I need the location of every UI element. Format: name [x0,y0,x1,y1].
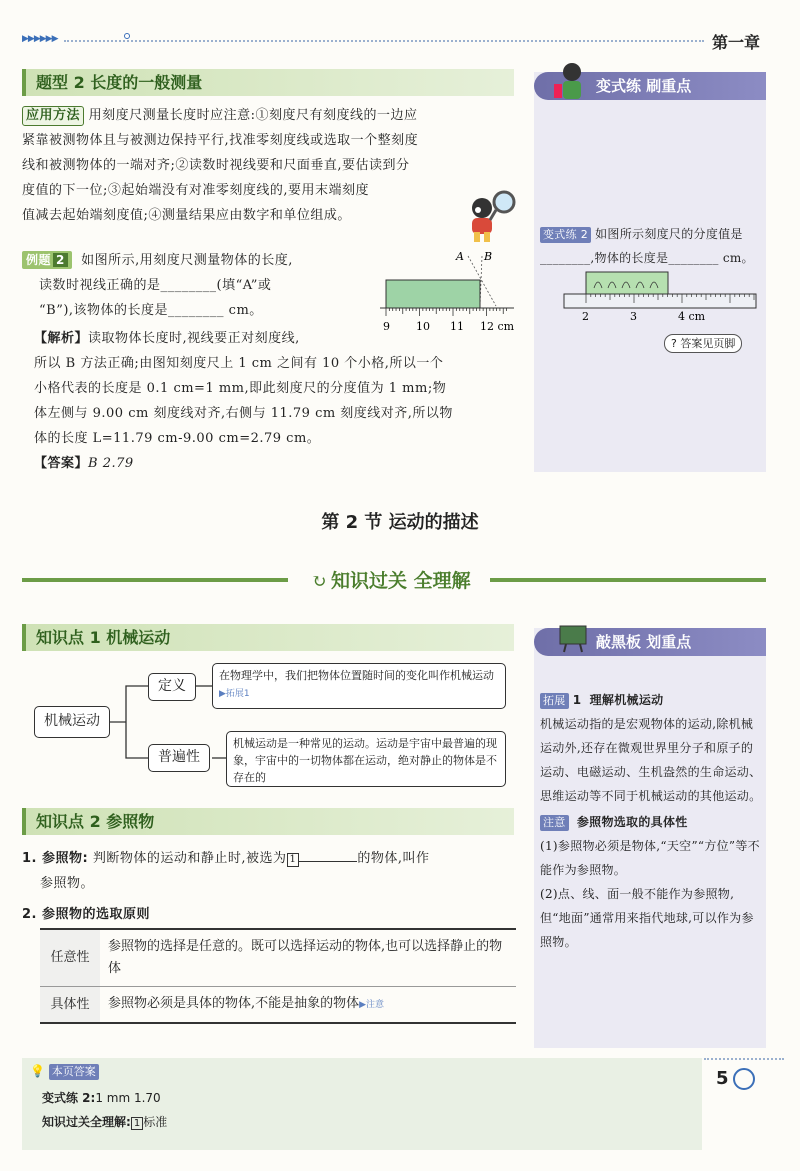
note-tag: 注意 [540,815,569,831]
example-block [22,248,372,323]
banner-line-right [490,578,766,582]
variant-line-2: ________,物体的长度是________ cm。 [540,251,754,265]
analysis-line-1: 读取物体长度时,视线要正对刻度线, [88,331,300,346]
example-line-3: “B”),该物体的长度是________ cm。 [39,303,263,318]
label-a: A [456,250,464,263]
reference-principles-table [40,928,516,1024]
answer-value: B 2.79 [88,456,134,471]
note-link[interactable]: ▶注意 [359,1000,385,1010]
table-row [40,929,516,987]
extend-title: 理解机械运动 [589,693,664,707]
page-arrow-icon [733,1068,755,1090]
topic2-title: 题型 2 长度的一般测量 [22,69,514,96]
var-tick-2: 2 [582,310,589,323]
student-icon [552,58,592,104]
mindmap-branch-universality: 普遍性 [148,744,210,772]
page-answers-content: 变式练 2:1 mm 1.70 知识过关全理解: 1 标准 [42,1091,168,1129]
note-2: (2)点、线、面一般不能作为参照物,但“地面”通常用来指代地球,可以作为参照物。 [540,887,754,949]
note-1: (1)参照物必须是物体,“天空”“方位”等不能作为参照物。 [540,839,760,877]
analysis-line-5: 体的长度 L=11.79 cm-9.00 cm=2.79 cm。 [34,431,321,446]
knowledge-banner: ↻ 知识过关 全理解 [311,570,471,592]
var-tick-4: 4 cm [678,310,706,323]
tick-12: 12 cm [480,320,515,333]
mindmap-branch-definition: 定义 [148,673,196,701]
answer-link[interactable]: ? 答案见页脚 [664,334,742,353]
blank-number: 1 [287,853,300,867]
method-line-5: 值减去起始端刻度值;④测量结果应由数字和单位组成。 [22,208,351,223]
analysis-block [34,326,518,476]
definition-box: 在物理学中，我们把物体位置随时间的变化叫作机械运动 ▶拓展1 [212,663,506,709]
analysis-line-4: 体左侧与 9.00 cm 刻度线对齐,右侧与 11.79 cm 刻度线对齐,所以物 [34,406,453,421]
section-title: 第 2 节 运动的描述 [321,512,479,533]
header-dot [124,33,130,39]
method-line-4: 度值的下一位;③起始端没有对准零刻度线的,要用末端刻度 [22,183,370,198]
footer-divider [704,1058,784,1060]
blackboard-content: 拓展 1 理解机械运动 机械运动指的是宏观物体的运动,除机械运动外,还存在微观世界里分子和原子的运动、电磁运动、生机盎然的生命运动、思维运动等不同于机械运动的其他运动。 注意 参照物选取的具体性 (1)参照物必须是物体,“天空”“方位”等不能作为参照物。 (2)点、线、面一般不能作为参照物,但“地面”通常用来指代地球,可以作为参照物。 [540,688,764,954]
swirl-icon: ↻ [311,571,327,592]
banner-line-left [22,578,288,582]
extend-text: 机械运动指的是宏观物体的运动,除机械运动外,还存在微观世界里分子和原子的运动、电磁运动、生机盎然的生命运动、思维运动等不同于机械运动的其他运动。 [540,717,762,803]
universality-box: 机械运动是一种常见的运动。运动是宇宙中最普遍的现象，宇宙中的一切物体都在运动，绝对静止的物体是不存在的 [226,731,506,787]
var-tick-3: 3 [630,310,637,323]
extend-tag: 拓展 [540,693,569,709]
blackboard-icon [556,618,592,654]
row-value: 参照物的选择是任意的。既可以选择运动的物体,也可以选择静止的物体 [108,939,503,976]
variant-ruler-figure [562,270,758,324]
mindmap-root: 机械运动 [34,706,110,738]
question-icon: ? [671,337,677,350]
bulb-icon: 💡 [30,1064,45,1078]
method-paragraph [22,103,514,228]
ruler-figure [378,244,518,336]
tick-9: 9 [383,320,390,333]
analysis-tag: 【解析】 [34,331,89,346]
example-line-2: 读数时视线正确的是________(填“A”或 [39,278,272,293]
row-value: 参照物必须是具体的物体,不能是抽象的物体▶注意 [108,996,385,1011]
row-key: 具体性 [40,987,100,1024]
row-key: 任意性 [40,929,100,987]
method-line-2: 紧靠被测物体且与被测边保持平行,找准零刻度线或选取一个整刻度 [22,133,419,148]
table-row [40,987,516,1024]
method-tag: 应用方法 [22,106,84,126]
example-line-1: 如图所示,用刻度尺测量物体的长度, [81,253,293,268]
variant-practice-text [540,222,764,270]
variant-practice-title: 变式练 刷重点 [534,72,766,100]
page-number: 5 [716,1068,755,1090]
answer-blank[interactable] [299,861,357,862]
analysis-line-2: 所以 B 方法正确;由图知刻度尺上 1 cm 之间有 10 个小格,所以一个 [34,356,444,371]
method-line-1: 用刻度尺测量长度时应注意:①刻度尺有刻度线的一边应 [88,108,418,123]
note-title: 参照物选取的具体性 [576,815,688,829]
page-answers-tag: 💡 本页答案 [30,1064,99,1080]
tick-10: 10 [416,320,430,333]
extend-link-1[interactable]: ▶拓展1 [219,689,250,699]
analysis-line-3: 小格代表的长度是 0.1 cm=1 mm,即此刻度尺的分度值为 1 mm;物 [34,381,447,396]
item2-label: 2. 参照物的选取原则 [22,907,151,922]
header-arrows: ▶▶▶▶▶▶ [22,34,58,44]
cartoon-illustration [462,186,518,244]
reference-definition: 1. 参照物: 判断物体的运动和静止时,被选为 1 的物体,叫作 参照物。 2. 参照物的选取原则 [22,846,516,927]
kp2-title: 知识点 2 参照物 [22,808,514,835]
variant-line-1: 如图所示刻度尺的分度值是 [595,227,743,241]
answer-tag: 【答案】 [34,456,89,471]
example-tag: 例题 2 [22,251,72,269]
kp1-title: 知识点 1 机械运动 [22,624,514,651]
chapter-title: 第一章 [712,33,761,52]
blackboard-title: 敲黑板 划重点 [534,628,766,656]
item1-label: 1. 参照物: [22,851,89,866]
header-divider [64,40,704,42]
method-line-3: 线和被测物体的一端对齐;②读数时视线要和尺面垂直,要估读到分 [22,158,410,173]
item1-line-2: 参照物。 [40,876,95,891]
variant-tag: 变式练 2 [540,227,591,243]
tick-11: 11 [450,320,464,333]
label-b: B [484,250,493,263]
